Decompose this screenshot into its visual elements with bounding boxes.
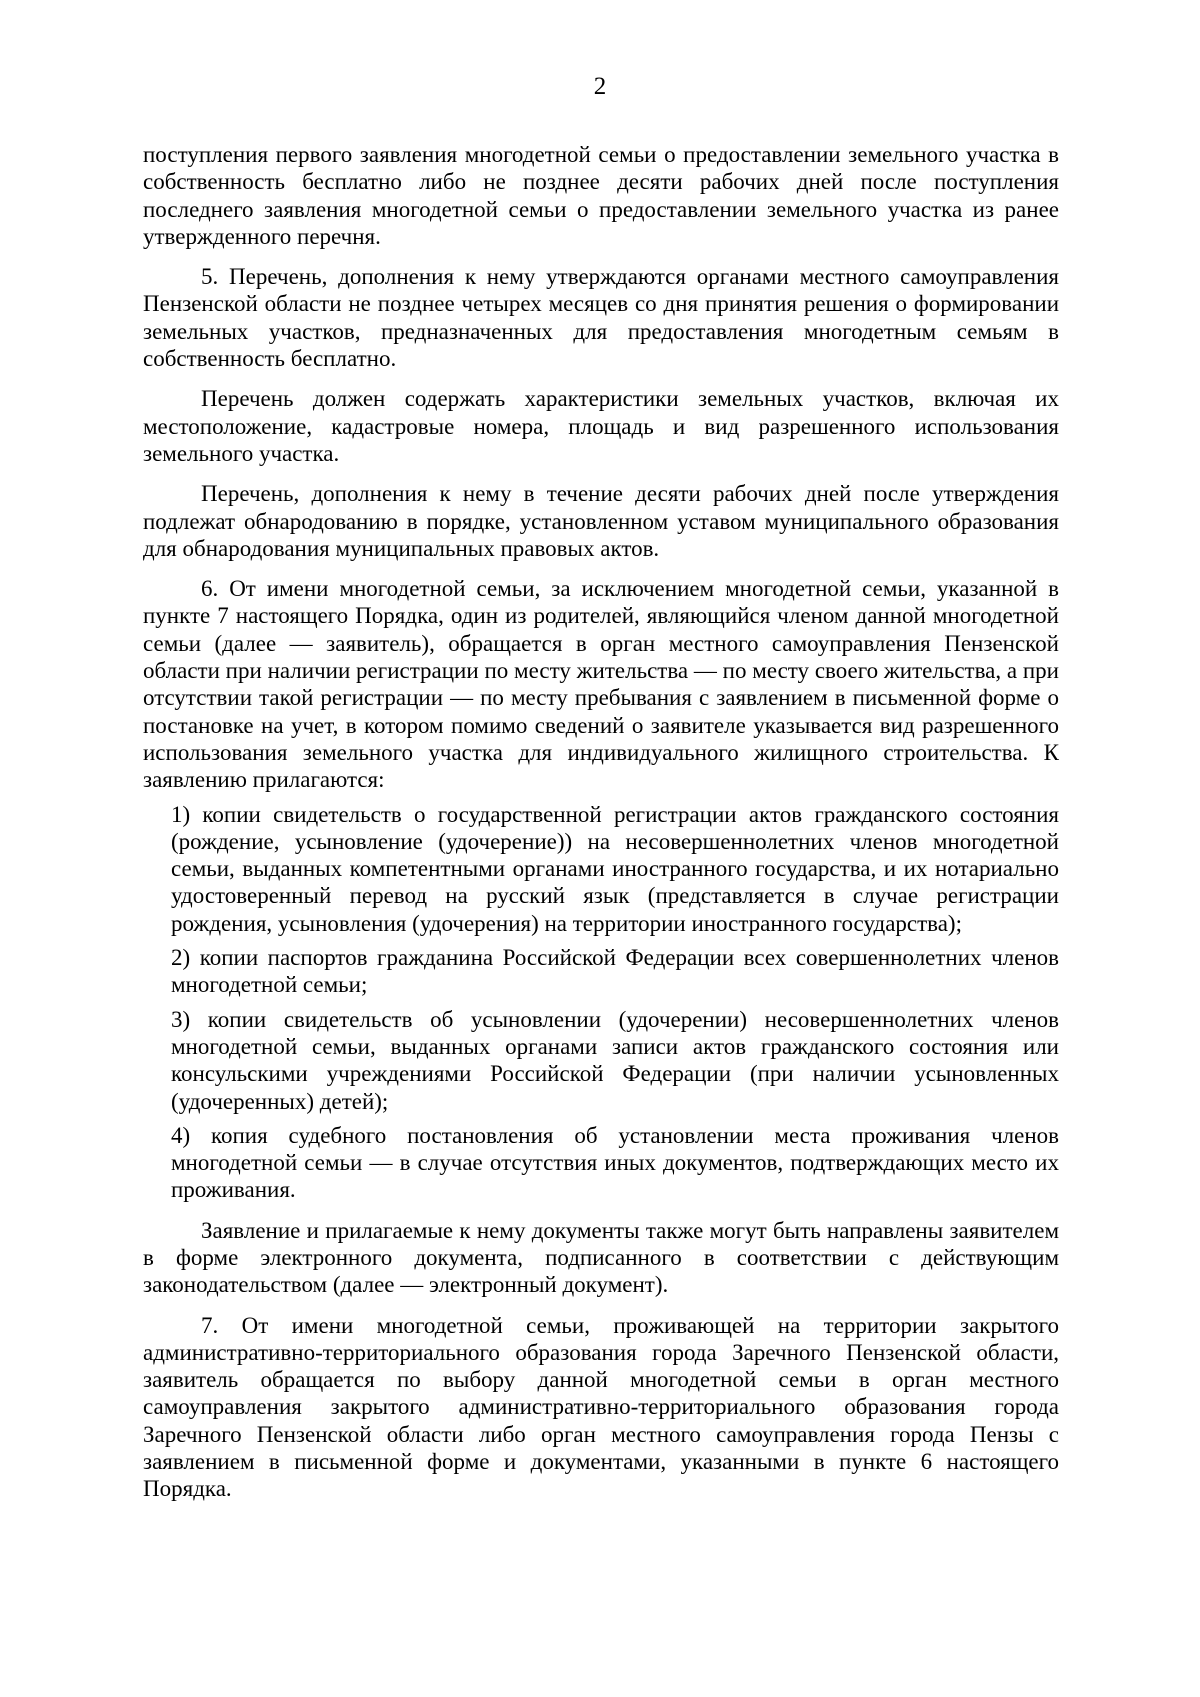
document-body — [143, 141, 1059, 1516]
paragraph-item-5: 5. Перечень, дополнения к нему утверждаются органами местного самоуправления Пензенской области не позднее четырех месяцев со дня принятия решения о формировании земельных участков, предназначенных для предоставления многодетным семьям в собственность бесплатно. — [143, 264, 1059, 372]
paragraph-list-contents: Перечень должен содержать характеристики земельных участков, включая их местоположение, кадастровые номера, площадь и вид разрешенного использования земельного участка. — [143, 386, 1059, 466]
paragraph-continuation: поступления первого заявления многодетной семьи о предоставлении земельного участка в собственность бесплатно либо не позднее десяти рабочих дней после поступления последнего заявления многодетной семьи о предоставлении земельного участка из ранее утвержденного перечня. — [143, 142, 1059, 249]
paragraph-item-7: 7. От имени многодетной семьи, проживающей на территории закрытого административно-территориального образования города Заречного Пензенской области, заявитель обращается по выбору данной многодетной семьи в орган местного самоуправления закрытого административно-территориального образования города Заречного Пензенской области либо орган местного самоуправления города Пензы с заявлением в письменной форме и документами, указанными в пункте 6 настоящего Порядка. — [143, 1312, 1059, 1502]
attachments-list — [143, 801, 1059, 1204]
paragraph-publication: Перечень, дополнения к нему в течение десяти рабочих дней после утверждения подлежат обнародованию в порядке, установленном уставом муниципального образования для обнародования муниципальных правовых актов. — [143, 481, 1059, 561]
list-item-1: 1) копии свидетельств о государственной регистрации актов гражданского состояния (рождение, усыновление (удочерение)) на несовершеннолетних членов многодетной семьи, выданных компетентными органами иностранного государства, и их нотариально удостоверенный перевод на русский язык (представляется в случае регистрации рождения, усыновления (удочерения) на территории иностранного государства); — [171, 801, 1059, 936]
paragraph-item-6: 6. От имени многодетной семьи, за исключением многодетной семьи, указанной в пункте 7 настоящего Порядка, один из родителей, являющийся членом данной многодетной семьи (далее — заявитель), обращается в орган местного самоуправления Пензенской области при наличии регистрации по месту жительства — по месту своего жительства, а при отсутствии такой регистрации — по месту пребывания с заявлением в письменной форме о постановке на учет, в котором помимо сведений о заявителе указывается вид разрешенного использования земельного участка для индивидуального жилищного строительства. К заявлению прилагаются: — [143, 576, 1059, 793]
page-number: 2 — [593, 73, 607, 100]
paragraph-electronic-document: Заявление и прилагаемые к нему документы также могут быть направлены заявителем в форме электронного документа, подписанного в соответствии с действующим законодательством (далее — электронный документ). — [143, 1217, 1059, 1298]
list-item-4: 4) копия судебного постановления об установлении места проживания членов многодетной семьи — в случае отсутствия иных документов, подтверждающих место их проживания. — [171, 1122, 1059, 1203]
list-item-3: 3) копии свидетельств об усыновлении (удочерении) несовершеннолетних членов многодетной семьи, выданных органами записи актов гражданского состояния или консульскими учреждениями Российской Федерации (при наличии усыновленных (удочеренных) детей); — [171, 1006, 1059, 1114]
list-item-2: 2) копии паспортов гражданина Российской Федерации всех совершеннолетних членов многодетной семьи; — [171, 945, 1059, 998]
